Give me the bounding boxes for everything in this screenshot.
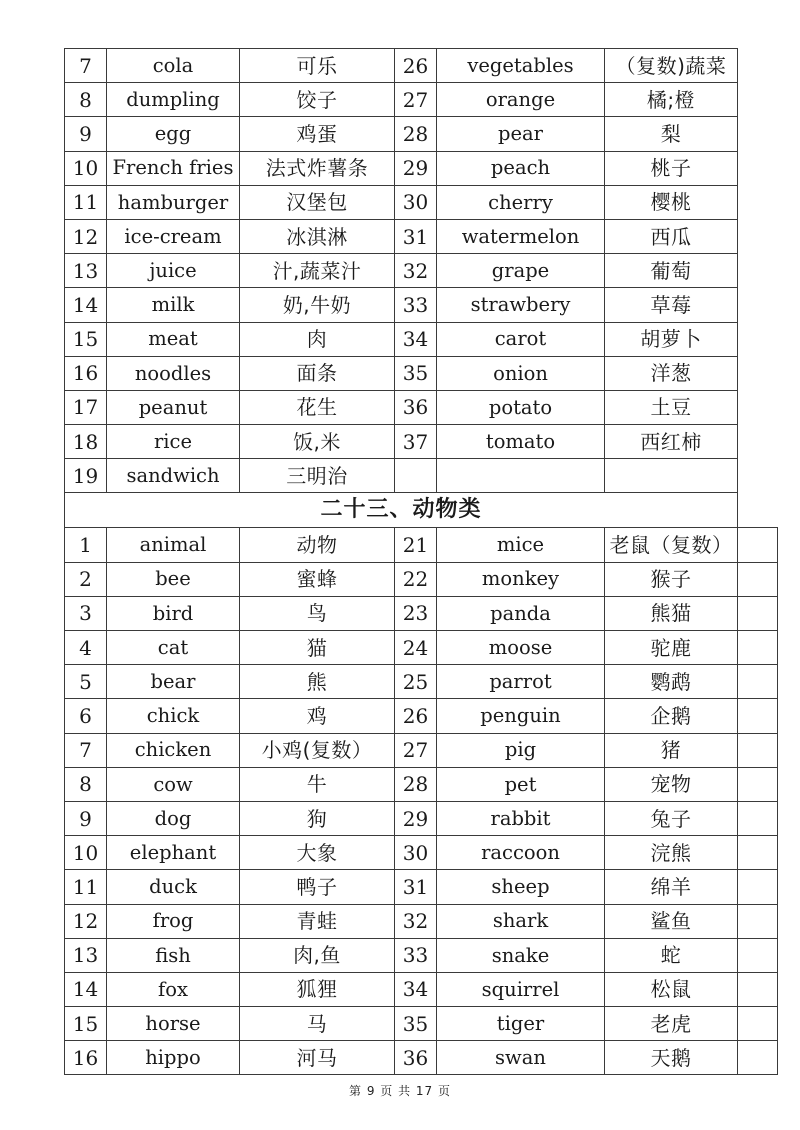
chinese-meaning: 洋葱	[605, 356, 738, 390]
english-word: hippo	[107, 1041, 240, 1075]
english-word: noodles	[107, 356, 240, 390]
row-number: 35	[395, 1007, 437, 1041]
blank-cell	[738, 425, 778, 459]
row-number: 5	[65, 665, 107, 699]
chinese-meaning: 肉	[240, 322, 395, 356]
english-word: French fries	[107, 151, 240, 185]
table-row	[65, 904, 778, 938]
english-word: animal	[107, 528, 240, 562]
english-word: onion	[437, 356, 605, 390]
table-row	[65, 288, 778, 322]
english-word: carot	[437, 322, 605, 356]
table-row	[65, 1007, 778, 1041]
english-word: dog	[107, 801, 240, 835]
chinese-meaning: 马	[240, 1007, 395, 1041]
chinese-meaning: 蛇	[605, 938, 738, 972]
english-word: watermelon	[437, 219, 605, 253]
english-word: bear	[107, 665, 240, 699]
english-word: sheep	[437, 870, 605, 904]
table-row	[65, 390, 778, 424]
table-row	[65, 83, 778, 117]
blank-cell	[738, 356, 778, 390]
row-number: 6	[65, 699, 107, 733]
blank-cell	[738, 1041, 778, 1075]
row-number: 8	[65, 83, 107, 117]
chinese-meaning: 狐狸	[240, 972, 395, 1006]
row-number: 24	[395, 631, 437, 665]
chinese-meaning: 动物	[240, 528, 395, 562]
chinese-meaning: 绵羊	[605, 870, 738, 904]
row-number: 32	[395, 254, 437, 288]
english-word: snake	[437, 938, 605, 972]
row-number: 31	[395, 219, 437, 253]
table-row	[65, 1041, 778, 1075]
row-number: 27	[395, 83, 437, 117]
chinese-meaning: 樱桃	[605, 185, 738, 219]
chinese-meaning: 狗	[240, 801, 395, 835]
row-number: 14	[65, 972, 107, 1006]
chinese-meaning	[605, 459, 738, 493]
chinese-meaning: 鸭子	[240, 870, 395, 904]
english-word: egg	[107, 117, 240, 151]
chinese-meaning: 牛	[240, 767, 395, 801]
blank-cell	[738, 390, 778, 424]
chinese-meaning: 熊	[240, 665, 395, 699]
row-number: 36	[395, 390, 437, 424]
english-word: duck	[107, 870, 240, 904]
english-word: moose	[437, 631, 605, 665]
blank-cell	[738, 493, 778, 528]
table-row	[65, 219, 778, 253]
chinese-meaning: 冰淇淋	[240, 219, 395, 253]
chinese-meaning: 松鼠	[605, 972, 738, 1006]
row-number: 35	[395, 356, 437, 390]
chinese-meaning: 鹦鹉	[605, 665, 738, 699]
english-word: potato	[437, 390, 605, 424]
english-word: frog	[107, 904, 240, 938]
english-word: vegetables	[437, 49, 605, 83]
chinese-meaning: 饺子	[240, 83, 395, 117]
row-number: 16	[65, 1041, 107, 1075]
english-word: fox	[107, 972, 240, 1006]
english-word: chick	[107, 699, 240, 733]
row-number: 21	[395, 528, 437, 562]
row-number: 7	[65, 49, 107, 83]
chinese-meaning: 猴子	[605, 562, 738, 596]
row-number: 11	[65, 870, 107, 904]
row-number: 14	[65, 288, 107, 322]
chinese-meaning: 鲨鱼	[605, 904, 738, 938]
row-number: 33	[395, 288, 437, 322]
chinese-meaning: 花生	[240, 390, 395, 424]
english-word: orange	[437, 83, 605, 117]
page-footer: 第 9 页 共 17 页	[349, 1084, 451, 1098]
blank-cell	[738, 117, 778, 151]
blank-cell	[738, 219, 778, 253]
chinese-meaning: 西瓜	[605, 219, 738, 253]
row-number: 3	[65, 596, 107, 630]
english-word: cat	[107, 631, 240, 665]
blank-cell	[738, 562, 778, 596]
row-number: 23	[395, 596, 437, 630]
english-word: cola	[107, 49, 240, 83]
english-word: meat	[107, 322, 240, 356]
table-row	[65, 938, 778, 972]
table-row	[65, 254, 778, 288]
row-number: 12	[65, 904, 107, 938]
row-number: 33	[395, 938, 437, 972]
chinese-meaning: 鸡蛋	[240, 117, 395, 151]
english-word: squirrel	[437, 972, 605, 1006]
chinese-meaning: 熊猫	[605, 596, 738, 630]
table-row	[65, 733, 778, 767]
english-word: bird	[107, 596, 240, 630]
row-number: 13	[65, 938, 107, 972]
blank-cell	[738, 459, 778, 493]
english-word: cherry	[437, 185, 605, 219]
chinese-meaning: 汁,蔬菜汁	[240, 254, 395, 288]
row-number: 7	[65, 733, 107, 767]
english-word: peach	[437, 151, 605, 185]
chinese-meaning: 老虎	[605, 1007, 738, 1041]
table-row	[65, 185, 778, 219]
row-number: 34	[395, 322, 437, 356]
chinese-meaning: 三明治	[240, 459, 395, 493]
chinese-meaning: 肉,鱼	[240, 938, 395, 972]
row-number: 26	[395, 49, 437, 83]
table-row	[65, 665, 778, 699]
english-word: ice-cream	[107, 219, 240, 253]
row-number: 30	[395, 185, 437, 219]
english-word: pig	[437, 733, 605, 767]
chinese-meaning: 草莓	[605, 288, 738, 322]
chinese-meaning: 汉堡包	[240, 185, 395, 219]
chinese-meaning: 宠物	[605, 767, 738, 801]
blank-cell	[738, 185, 778, 219]
table-row	[65, 356, 778, 390]
blank-cell	[738, 665, 778, 699]
blank-cell	[738, 1007, 778, 1041]
table-row	[65, 767, 778, 801]
english-word: tomato	[437, 425, 605, 459]
english-word: strawbery	[437, 288, 605, 322]
blank-cell	[738, 151, 778, 185]
chinese-meaning: 猫	[240, 631, 395, 665]
blank-cell	[738, 596, 778, 630]
table-row	[65, 596, 778, 630]
row-number: 27	[395, 733, 437, 767]
section-title: 二十三、动物类	[65, 493, 738, 528]
blank-cell	[738, 288, 778, 322]
chinese-meaning: 饭,米	[240, 425, 395, 459]
row-number: 11	[65, 185, 107, 219]
chinese-meaning: 小鸡(复数）	[240, 733, 395, 767]
english-word: milk	[107, 288, 240, 322]
blank-cell	[738, 938, 778, 972]
chinese-meaning: 土豆	[605, 390, 738, 424]
row-number: 31	[395, 870, 437, 904]
blank-cell	[738, 631, 778, 665]
row-number: 10	[65, 836, 107, 870]
chinese-meaning: 老鼠（复数）	[605, 528, 738, 562]
chinese-meaning: 猪	[605, 733, 738, 767]
blank-cell	[738, 904, 778, 938]
chinese-meaning: 奶,牛奶	[240, 288, 395, 322]
table-row	[65, 459, 778, 493]
chinese-meaning: 大象	[240, 836, 395, 870]
table-row	[65, 528, 778, 562]
blank-cell	[738, 83, 778, 117]
row-number: 10	[65, 151, 107, 185]
row-number: 34	[395, 972, 437, 1006]
chinese-meaning: 桃子	[605, 151, 738, 185]
chinese-meaning: 可乐	[240, 49, 395, 83]
english-word: parrot	[437, 665, 605, 699]
table-row	[65, 972, 778, 1006]
english-word: rabbit	[437, 801, 605, 835]
english-word: mice	[437, 528, 605, 562]
english-word: penguin	[437, 699, 605, 733]
chinese-meaning: 浣熊	[605, 836, 738, 870]
row-number: 12	[65, 219, 107, 253]
chinese-meaning: 面条	[240, 356, 395, 390]
row-number: 15	[65, 1007, 107, 1041]
blank-cell	[738, 870, 778, 904]
chinese-meaning: 鸡	[240, 699, 395, 733]
row-number: 9	[65, 117, 107, 151]
chinese-meaning: 河马	[240, 1041, 395, 1075]
english-word: fish	[107, 938, 240, 972]
animal-section	[65, 528, 778, 1075]
english-word: raccoon	[437, 836, 605, 870]
chinese-meaning: 梨	[605, 117, 738, 151]
chinese-meaning: 驼鹿	[605, 631, 738, 665]
table-row	[65, 322, 778, 356]
row-number: 15	[65, 322, 107, 356]
row-number: 16	[65, 356, 107, 390]
table-row	[65, 425, 778, 459]
row-number: 30	[395, 836, 437, 870]
english-word: sandwich	[107, 459, 240, 493]
english-word: juice	[107, 254, 240, 288]
food-section	[65, 49, 778, 493]
row-number: 19	[65, 459, 107, 493]
row-number: 18	[65, 425, 107, 459]
table-row	[65, 699, 778, 733]
blank-cell	[738, 801, 778, 835]
vocabulary-table	[64, 48, 778, 1075]
table-row	[65, 631, 778, 665]
row-number: 2	[65, 562, 107, 596]
english-word: cow	[107, 767, 240, 801]
row-number: 28	[395, 117, 437, 151]
blank-cell	[738, 254, 778, 288]
chinese-meaning: 西红柿	[605, 425, 738, 459]
blank-cell	[738, 528, 778, 562]
row-number: 1	[65, 528, 107, 562]
english-word: peanut	[107, 390, 240, 424]
row-number: 17	[65, 390, 107, 424]
chinese-meaning: 橘;橙	[605, 83, 738, 117]
chinese-meaning: 兔子	[605, 801, 738, 835]
row-number: 22	[395, 562, 437, 596]
blank-cell	[738, 972, 778, 1006]
english-word: panda	[437, 596, 605, 630]
english-word: shark	[437, 904, 605, 938]
row-number: 36	[395, 1041, 437, 1075]
blank-cell	[738, 49, 778, 83]
row-number: 28	[395, 767, 437, 801]
animal-section-heading	[65, 493, 778, 528]
chinese-meaning: 蜜蜂	[240, 562, 395, 596]
blank-cell	[738, 767, 778, 801]
blank-cell	[738, 699, 778, 733]
english-word: chicken	[107, 733, 240, 767]
english-word: hamburger	[107, 185, 240, 219]
table-row	[65, 836, 778, 870]
row-number: 13	[65, 254, 107, 288]
blank-cell	[738, 836, 778, 870]
english-word: elephant	[107, 836, 240, 870]
row-number	[395, 459, 437, 493]
english-word: grape	[437, 254, 605, 288]
english-word: tiger	[437, 1007, 605, 1041]
english-word: bee	[107, 562, 240, 596]
table-row	[65, 151, 778, 185]
row-number: 26	[395, 699, 437, 733]
row-number: 29	[395, 151, 437, 185]
english-word: pear	[437, 117, 605, 151]
chinese-meaning: （复数)蔬菜	[605, 49, 738, 83]
english-word: pet	[437, 767, 605, 801]
row-number: 9	[65, 801, 107, 835]
chinese-meaning: 青蛙	[240, 904, 395, 938]
table-row	[65, 562, 778, 596]
row-number: 29	[395, 801, 437, 835]
row-number: 37	[395, 425, 437, 459]
row-number: 32	[395, 904, 437, 938]
english-word	[437, 459, 605, 493]
chinese-meaning: 鸟	[240, 596, 395, 630]
english-word: rice	[107, 425, 240, 459]
english-word: horse	[107, 1007, 240, 1041]
chinese-meaning: 企鹅	[605, 699, 738, 733]
chinese-meaning: 胡萝卜	[605, 322, 738, 356]
chinese-meaning: 葡萄	[605, 254, 738, 288]
row-number: 8	[65, 767, 107, 801]
table-row	[65, 49, 778, 83]
blank-cell	[738, 322, 778, 356]
chinese-meaning: 天鹅	[605, 1041, 738, 1075]
row-number: 25	[395, 665, 437, 699]
chinese-meaning: 法式炸薯条	[240, 151, 395, 185]
table-row	[65, 870, 778, 904]
english-word: swan	[437, 1041, 605, 1075]
english-word: dumpling	[107, 83, 240, 117]
row-number: 4	[65, 631, 107, 665]
table-row	[65, 801, 778, 835]
english-word: monkey	[437, 562, 605, 596]
table-row	[65, 117, 778, 151]
blank-cell	[738, 733, 778, 767]
